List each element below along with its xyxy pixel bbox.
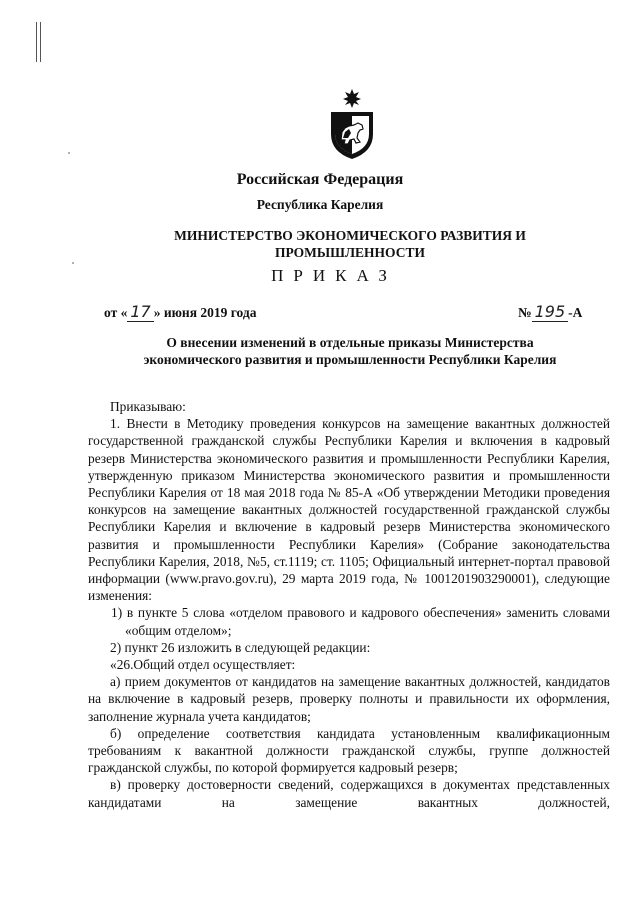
number-suffix: -А <box>568 305 583 320</box>
sub-item-2: 2) пункт 26 изложить в следующей редакции: <box>110 639 371 655</box>
scan-dot <box>72 262 74 264</box>
ministry-name: МИНИСТЕРСТВО ЭКОНОМИЧЕСКОГО РАЗВИТИЯ И ПРОМЫШЛЕННОСТИ <box>174 228 526 260</box>
quote-start: «26.Общий отдел осуществляет: <box>110 657 296 673</box>
scan-dot <box>68 152 70 154</box>
republic-name: Республика Карелия <box>256 197 384 212</box>
item-1: 1. Внести в Методику проведения конкурсов на замещение вакантных должностей государственной гражданской службы Республики Карелия и включения в кадровый резерв Министерства экономического развития и промышленности Республики Карелия, утвержденную приказом Министерства экономического развития и промышленности Республики Карелия от 18 мая 2018 года № 85-А «Об утверждении Методики проведения конкурсов на замещение вакантных должностей государственной гражданской службы Республики Карелия и включение в кадровый резерв Министерства экономического развития и промышленности Республики Карелия» (Собрание законодательства Республики Карелия, 2018, №5, ст.1119; ст. 1105; Официальный интернет-портал правовой информации (www.pravo.gov.ru), 29 марта 2019 года, № 1001201903290001), следующие изменения: <box>88 416 610 604</box>
document-number <box>518 302 582 321</box>
sub-item-1: 1) в пункте 5 слова «отделом правового и кадрового обеспечения» заменить словами «общим отделом»; <box>111 605 610 638</box>
paragraph-a: а) прием документов от кандидатов на замещение вакантных должностей, кандидатов на включение в кадровый резерв, проверку полноты и правильности их оформления, заполнение журнала учета кандидатов; <box>88 674 610 724</box>
handwritten-number: 195 <box>532 302 569 322</box>
document-date <box>104 302 257 321</box>
date-prefix: от « <box>104 305 128 320</box>
handwritten-day: 17 <box>127 302 153 322</box>
country-name: Российская Федерация <box>236 171 404 188</box>
document-body <box>88 398 610 811</box>
paragraph-c: в) проверку достоверности сведений, содержащихся в документах представленных кандидатами на замещение вакантных должностей, <box>88 777 610 810</box>
number-prefix: № <box>518 305 532 320</box>
order-word: Приказываю: <box>110 399 186 414</box>
document-type: ПРИКАЗ <box>271 266 397 285</box>
document-subject: О внесении изменений в отдельные приказы Министерства экономического развития и промышленности Республики Карелия <box>143 335 557 367</box>
date-suffix: » июня 2019 года <box>153 305 257 320</box>
karelia-coat-of-arms-icon <box>327 88 377 160</box>
binding-mark <box>36 22 41 62</box>
paragraph-b: б) определение соответствия кандидата установленным квалификационным требованиям к вакантной должности гражданской службы, группе должностей гражданской службы, по которой формируется кадровый резерв; <box>88 725 610 776</box>
